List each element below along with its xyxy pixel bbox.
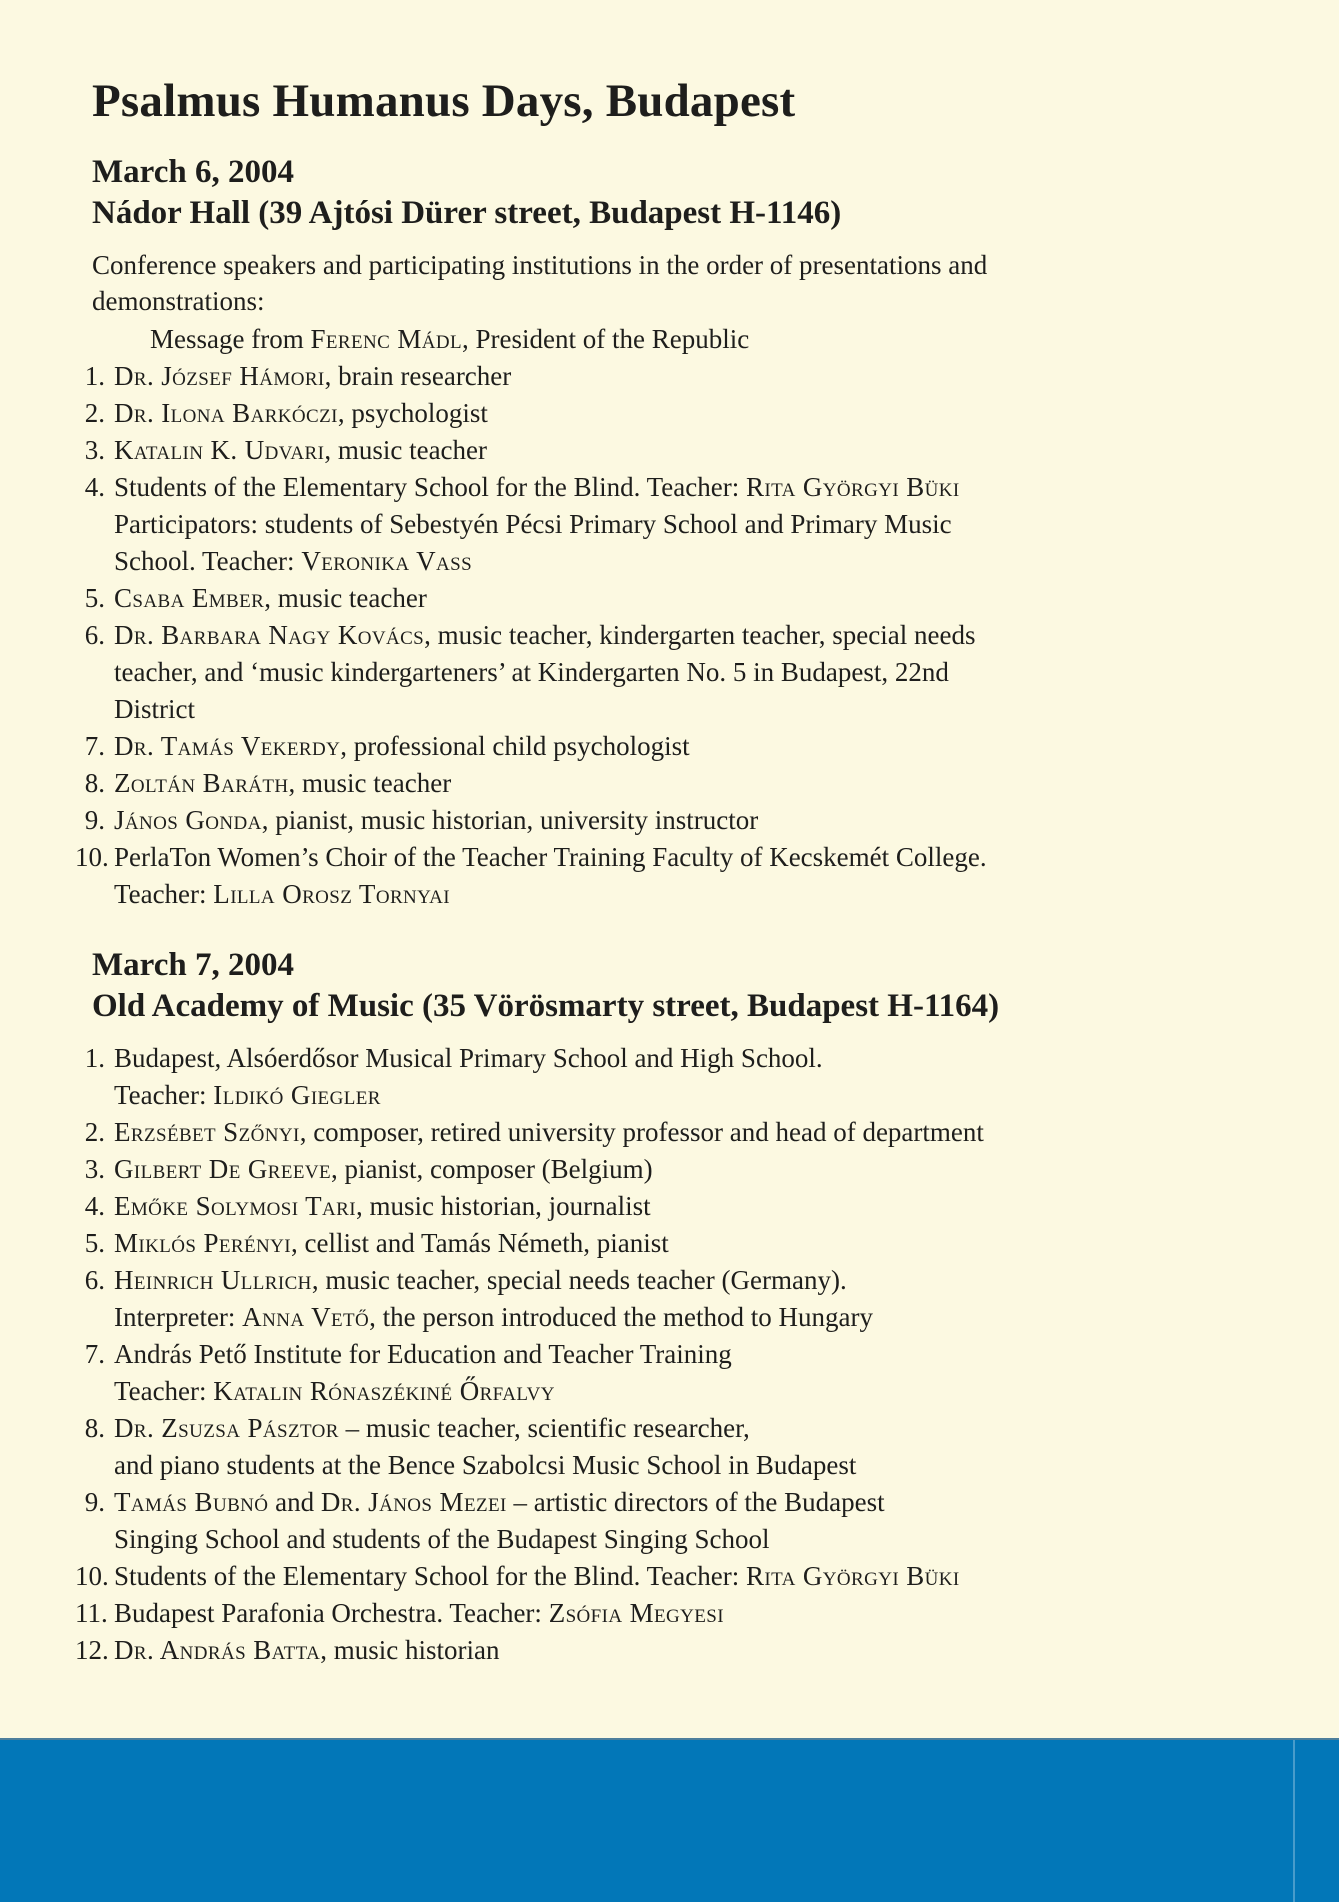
section-heading-march-6 (92, 152, 1301, 234)
item-text (114, 1188, 651, 1225)
text-segment: School. Teacher: (114, 546, 302, 576)
section-date: March 7, 2004 (92, 947, 294, 983)
item-number: 7. (84, 731, 105, 761)
item-text (114, 432, 487, 469)
item-number: 3. (84, 1154, 105, 1184)
program-item (75, 839, 1301, 913)
person-name: Csaba Ember (114, 583, 265, 613)
program-item (75, 728, 1301, 765)
text-segment: , the person introduced the method to Hungary (369, 1302, 874, 1332)
item-number: 5. (84, 583, 105, 613)
program-item (75, 580, 1301, 617)
item-text (114, 358, 511, 395)
program-item (75, 1484, 1301, 1558)
item-number: 3. (84, 435, 105, 465)
speaker-list-march-6 (75, 358, 1301, 913)
item-number: 2. (84, 1117, 105, 1147)
person-name: Anna Vető (242, 1302, 370, 1332)
item-text (114, 1484, 885, 1558)
program-item (75, 1040, 1301, 1114)
section-march-7 (75, 945, 1301, 1669)
item-text (114, 1151, 653, 1188)
item-number: 10. (75, 842, 109, 872)
item-number: 12. (75, 1635, 109, 1665)
person-name: Rita Györgyi Büki (745, 472, 960, 502)
text-segment: , music teacher, special needs teacher (Germany). (311, 1265, 847, 1295)
program-item (75, 765, 1301, 802)
program-item (75, 395, 1301, 432)
item-text (114, 580, 427, 617)
text-segment: Teacher: (114, 1080, 214, 1110)
text-segment: , cellist and Tamás Németh, pianist (290, 1228, 669, 1258)
person-name: Dr. Barbara Nagy Kovács (114, 620, 425, 650)
program-item (75, 1114, 1301, 1151)
item-number: 6. (84, 1265, 105, 1295)
text-segment: , professional child psychologist (340, 731, 690, 761)
text-segment: Teacher: (114, 1376, 214, 1406)
text-segment: , music historian, journalist (355, 1191, 651, 1221)
item-number: 9. (84, 1487, 105, 1517)
text-segment: Participators: students of Sebestyén Pécsi Primary School and Primary Music (114, 509, 952, 539)
text-segment: and piano students at the Bence Szabolcsi Music School in Budapest (114, 1450, 857, 1480)
item-number: 5. (84, 1228, 105, 1258)
program-item (75, 1336, 1301, 1410)
text-segment: Teacher: (114, 879, 214, 909)
page-title: Psalmus Humanus Days, Budapest (92, 75, 796, 127)
program-item (75, 469, 1301, 580)
item-number: 10. (75, 1561, 109, 1591)
program-item (75, 802, 1301, 839)
person-name: János Gonda (114, 805, 262, 835)
program-item (75, 358, 1301, 395)
text-segment: , music historian (320, 1635, 500, 1665)
person-name: Lilla Orosz Tornyai (213, 879, 450, 909)
section-march-6 (75, 152, 1301, 913)
person-name: Dr. József Hámori (114, 361, 325, 391)
item-text (114, 839, 987, 913)
text-segment: Interpreter: (114, 1302, 243, 1332)
program-item (75, 1632, 1301, 1669)
item-number: 1. (84, 1043, 105, 1073)
item-number: 11. (75, 1598, 108, 1628)
person-name: Zsófia Megyesi (548, 1598, 724, 1628)
section-heading-march-7 (92, 945, 1301, 1027)
item-text (114, 469, 960, 580)
item-number: 8. (84, 768, 105, 798)
text-segment: András Pető Institute for Education and Teacher Training (114, 1339, 732, 1369)
item-text (114, 1040, 823, 1114)
page-fold-line (1293, 1740, 1295, 1902)
item-text (114, 1632, 500, 1669)
text-segment: , music teacher (288, 768, 452, 798)
text-segment: , brain researcher (324, 361, 512, 391)
person-name: Miklós Perényi (114, 1228, 291, 1258)
person-name: Tamás Bubnó (114, 1487, 269, 1517)
program-item (75, 1558, 1301, 1595)
person-name: Katalin K. Udvari (114, 435, 325, 465)
text-segment: , composer, retired university professor and head of department (299, 1117, 984, 1147)
text-segment: , psychologist (337, 398, 488, 428)
item-text (114, 802, 758, 839)
bottom-blue-band (0, 1738, 1339, 1902)
item-number: 4. (84, 1191, 105, 1221)
text-segment: PerlaTon Women’s Choir of the Teacher Training Faculty of Kecskemét College. (114, 842, 987, 872)
item-number: 9. (84, 805, 105, 835)
item-text (114, 617, 975, 728)
item-number: 8. (84, 1413, 105, 1443)
person-name: Heinrich Ullrich (114, 1265, 312, 1295)
text-segment: Budapest Parafonia Orchestra. Teacher: (114, 1598, 549, 1628)
program-item (75, 1151, 1301, 1188)
item-text (114, 1225, 669, 1262)
program-item (75, 1595, 1301, 1632)
text-segment: District (114, 694, 195, 724)
item-text (114, 1262, 873, 1336)
program-item (75, 617, 1301, 728)
program-item (75, 1262, 1301, 1336)
intro-line-1: Conference speakers and participating institutions in the order of presentations and (92, 250, 988, 280)
text-segment: and (268, 1487, 321, 1517)
item-text (114, 1336, 732, 1410)
item-text (114, 765, 451, 802)
item-text (114, 1558, 960, 1595)
text-segment: Students of the Elementary School for the Blind. Teacher: (114, 1561, 746, 1591)
person-name: Dr. Tamás Vekerdy (114, 731, 341, 761)
person-name: Dr. Zsuzsa Pásztor (114, 1413, 339, 1443)
person-name: Rita Györgyi Büki (745, 1561, 960, 1591)
item-number: 7. (84, 1339, 105, 1369)
person-name: Dr. András Batta (114, 1635, 321, 1665)
text-segment: , music teacher (324, 435, 488, 465)
person-name: Dr. János Mezei (320, 1487, 507, 1517)
program-item (75, 1410, 1301, 1484)
person-name: Emőke Solymosi Tari (114, 1191, 356, 1221)
program-item (75, 1225, 1301, 1262)
speaker-list-march-7 (75, 1040, 1301, 1669)
text-segment: teacher, and ‘music kindergarteners’ at Kindergarten No. 5 in Budapest, 22nd (114, 657, 949, 687)
item-number: 1. (84, 361, 105, 391)
text-segment: Students of the Elementary School for the Blind. Teacher: (114, 472, 746, 502)
section-venue: Nádor Hall (39 Ajtósi Dürer street, Budapest H-1146) (92, 195, 842, 231)
item-number: 6. (84, 620, 105, 650)
person-name: Gilbert De Greeve (114, 1154, 331, 1184)
person-name: Katalin Rónaszékiné Őrfalvy (213, 1376, 555, 1406)
person-name: Ferenc Mádl (310, 324, 462, 354)
item-number: 4. (84, 472, 105, 502)
program-item (75, 432, 1301, 469)
person-name: Veronika Vass (301, 546, 473, 576)
text-segment: Message from (150, 324, 311, 354)
text-segment: – music teacher, scientific researcher, (338, 1413, 750, 1443)
item-text (114, 395, 488, 432)
program-item (75, 1188, 1301, 1225)
text-segment: , pianist, music historian, university instructor (261, 805, 759, 835)
text-segment: , music teacher, kindergarten teacher, special needs (424, 620, 976, 650)
section-date: March 6, 2004 (92, 154, 294, 190)
item-text (114, 1410, 856, 1484)
preamble-message (150, 321, 1301, 358)
intro-text (92, 247, 1301, 319)
text-segment: , music teacher (264, 583, 427, 613)
text-segment: Singing School and students of the Budapest Singing School (114, 1524, 770, 1554)
text-segment: , pianist, composer (Belgium) (330, 1154, 653, 1184)
item-text (114, 728, 690, 765)
text-segment: , President of the Republic (461, 324, 750, 354)
person-name: Ildikó Giegler (213, 1080, 381, 1110)
intro-line-2: demonstrations: (92, 286, 265, 316)
item-text (114, 1114, 984, 1151)
person-name: Zoltán Baráth (114, 768, 289, 798)
item-text (114, 1595, 724, 1632)
person-name: Dr. Ilona Barkóczi (114, 398, 338, 428)
text-segment: – artistic directors of the Budapest (506, 1487, 885, 1517)
person-name: Erzsébet Szőnyi (114, 1117, 300, 1147)
item-number: 2. (84, 398, 105, 428)
section-venue: Old Academy of Music (35 Vörösmarty street, Budapest H-1164) (92, 988, 1000, 1024)
text-segment: Budapest, Alsóerdősor Musical Primary School and High School. (114, 1043, 823, 1073)
